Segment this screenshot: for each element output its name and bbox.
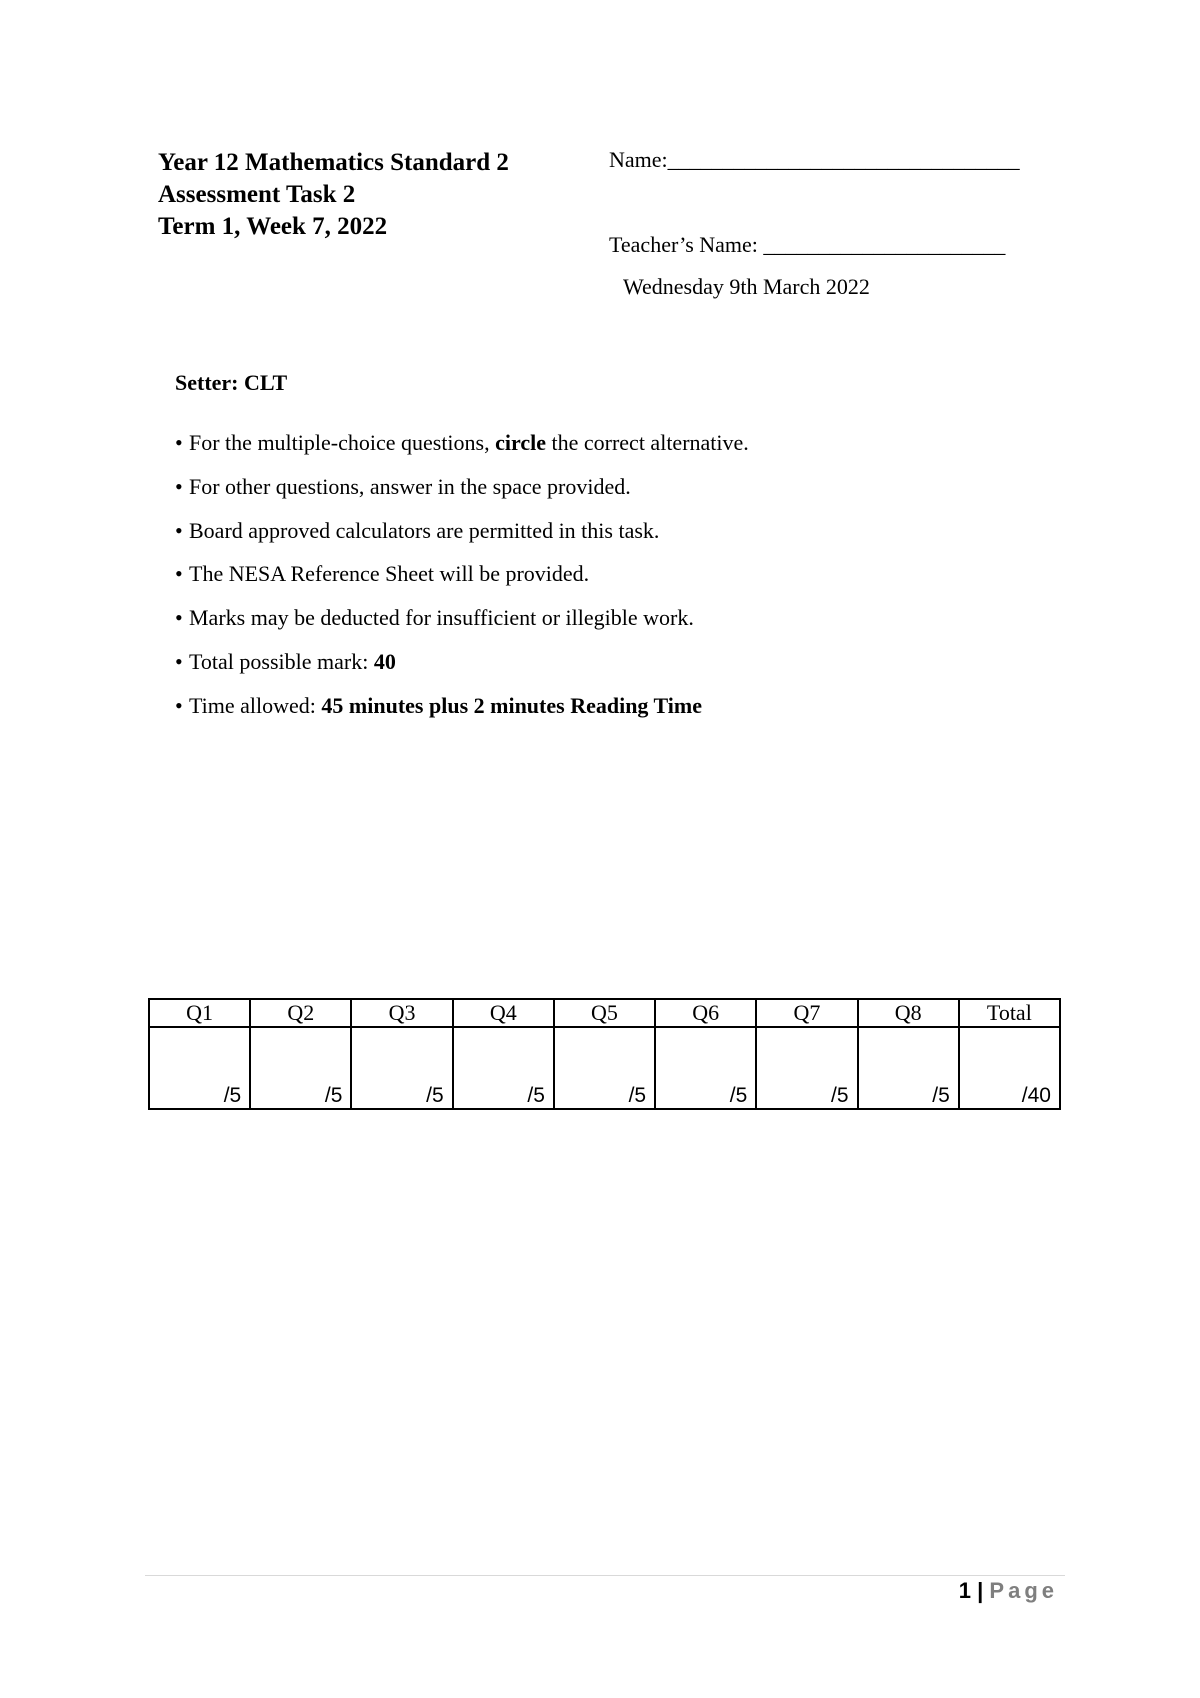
instruction-item: • Marks may be deducted for insufficient or illegible work. (175, 603, 749, 647)
page-label: Page (989, 1578, 1058, 1603)
exam-date: Wednesday 9th March 2022 (623, 274, 870, 299)
title-line-3: Term 1, Week 7, 2022 (158, 213, 388, 240)
marks-header-row (149, 999, 1060, 1027)
score-cell-q3[interactable]: /5 (351, 1027, 452, 1109)
header-q8: Q8 (858, 999, 959, 1027)
instruction-item: • Board approved calculators are permitted in this task. (175, 516, 749, 560)
score-cell-q1[interactable]: /5 (149, 1027, 250, 1109)
header-q3: Q3 (351, 999, 452, 1027)
bullet-icon: • (175, 648, 183, 674)
teacher-name-field[interactable] (609, 232, 1005, 258)
bullet-icon: • (175, 430, 183, 455)
instruction-item: • Total possible mark: 40 (175, 647, 749, 691)
bullet-icon: • (175, 692, 183, 718)
title-line-1: Year 12 Mathematics Standard 2 (158, 149, 509, 176)
bullet-icon: • (175, 605, 183, 631)
score-cell-q7[interactable]: /5 (756, 1027, 857, 1109)
teacher-label: Teacher’s Name: (609, 232, 758, 257)
bullet-icon: • (175, 561, 183, 587)
instruction-item: • For other questions, answer in the space provided. (175, 472, 749, 516)
bullet-icon: • (175, 517, 183, 543)
page-separator: | (977, 1578, 984, 1603)
student-name-field[interactable] (609, 147, 1020, 173)
header-total: Total (959, 999, 1060, 1027)
score-cell-q6[interactable]: /5 (655, 1027, 756, 1109)
marks-table (148, 998, 1061, 1110)
setter-label: Setter: CLT (175, 370, 288, 395)
name-blank[interactable]: ________________________________ (667, 147, 1020, 172)
teacher-blank[interactable]: ______________________ (763, 232, 1006, 257)
name-label: Name: (609, 147, 668, 172)
score-cell-q5[interactable]: /5 (554, 1027, 655, 1109)
instruction-item: • The NESA Reference Sheet will be provided. (175, 559, 749, 603)
score-cell-q4[interactable]: /5 (453, 1027, 554, 1109)
header-q4: Q4 (453, 999, 554, 1027)
marks-score-row (149, 1027, 1060, 1109)
page-footer (959, 1578, 1058, 1604)
score-cell-total[interactable]: /40 (959, 1027, 1060, 1109)
instruction-item: • Time allowed: 45 minutes plus 2 minutes Reading Time (175, 691, 749, 735)
bullet-icon: • (175, 473, 183, 499)
title-block (158, 147, 509, 243)
header-q7: Q7 (756, 999, 857, 1027)
header-q1: Q1 (149, 999, 250, 1027)
page-number: 1 (958, 1578, 971, 1603)
instruction-item: • For the multiple-choice questions, circle the correct alternative. (175, 428, 749, 472)
header-q6: Q6 (655, 999, 756, 1027)
footer-divider (145, 1575, 1065, 1576)
instructions-list (175, 428, 749, 735)
score-cell-q2[interactable]: /5 (250, 1027, 351, 1109)
header-q2: Q2 (250, 999, 351, 1027)
header-q5: Q5 (554, 999, 655, 1027)
title-line-2: Assessment Task 2 (158, 181, 356, 208)
score-cell-q8[interactable]: /5 (858, 1027, 959, 1109)
